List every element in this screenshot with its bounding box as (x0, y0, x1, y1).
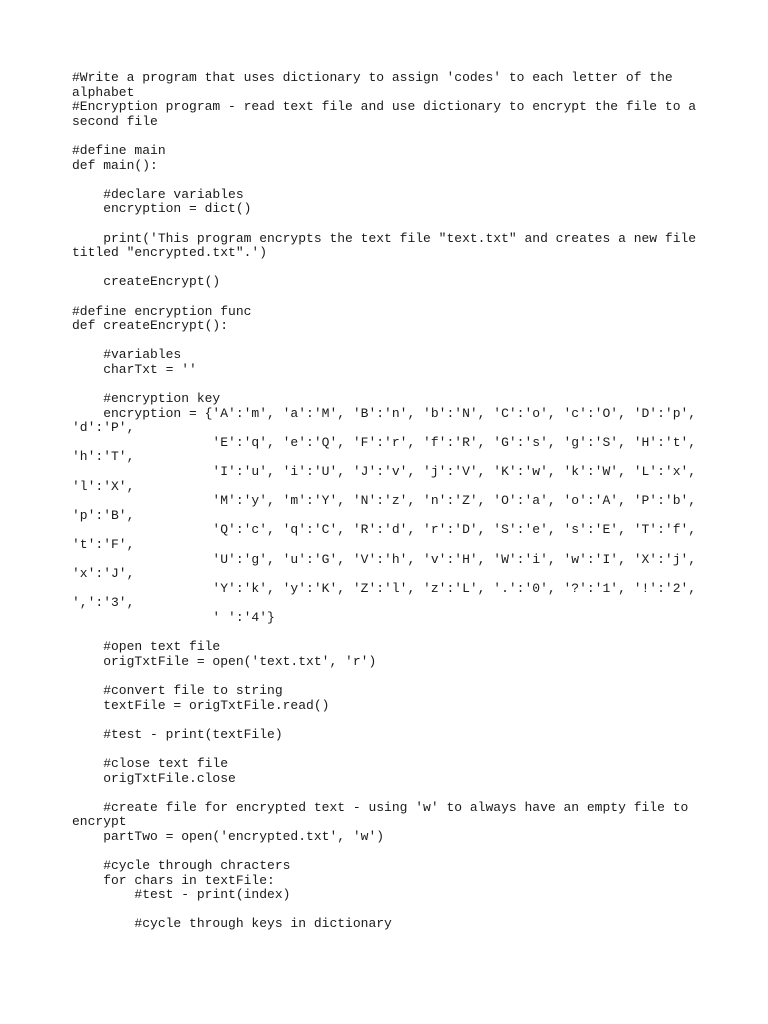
blank-line (72, 713, 682, 728)
code-line: 't':'F', (72, 537, 135, 552)
code-line: #test - print(textFile) (72, 726, 283, 742)
code-line: 'I':'u', 'i':'U', 'J':'v', 'j':'V', 'K':'w', 'k':'W', 'L':'x', (72, 464, 697, 480)
code-line: encryption = {'A':'m', 'a':'M', 'B':'n', 'b':'N', 'C':'o', 'c':'O', 'D':'p', (72, 405, 697, 421)
blank-line (72, 377, 682, 392)
code-line: charTxt = '' (72, 361, 197, 377)
code-line: #Encryption program - read text file and use dictionary to encrypt the file to a (72, 99, 697, 115)
code-line: 'Q':'c', 'q':'C', 'R':'d', 'r':'D', 'S':'e', 's':'E', 'T':'f', (72, 522, 697, 538)
code-line: #convert file to string (72, 682, 283, 698)
code-line: second file (72, 113, 158, 129)
code-line: 'l':'X', (72, 478, 135, 494)
code-line: #cycle through keys in dictionary (72, 916, 392, 932)
code-line: origTxtFile = open('text.txt', 'r') (72, 653, 377, 669)
code-line: #cycle through chracters (72, 858, 291, 874)
code-line: 'd':'P', (72, 420, 135, 436)
code-line: def main(): (72, 157, 158, 173)
code-line: #create file for encrypted text - using 'w' to always have an empty file to (72, 799, 689, 815)
blank-line (72, 626, 682, 641)
code-line: alphabet (72, 84, 135, 100)
blank-line (72, 261, 682, 276)
code-line: #encryption key (72, 391, 221, 407)
code-line: #test - print(index) (72, 887, 291, 903)
code-line: #define encryption func (72, 303, 252, 319)
code-line: createEncrypt() (72, 274, 221, 290)
blank-line (72, 903, 682, 918)
code-line: partTwo = open('encrypted.txt', 'w') (72, 828, 385, 844)
code-line: #declare variables (72, 186, 244, 202)
code-line: 'h':'T', (72, 449, 135, 465)
code-line: textFile = origTxtFile.read() (72, 697, 330, 713)
code-line: 'M':'y', 'm':'Y', 'N':'z', 'n':'Z', 'O':'a', 'o':'A', 'P':'b', (72, 493, 697, 509)
code-line: 'Y':'k', 'y':'K', 'Z':'l', 'z':'L', '.':'0', '?':'1', '!':'2', (72, 580, 697, 596)
blank-line (72, 844, 682, 859)
blank-line (72, 786, 682, 801)
code-line: 'U':'g', 'u':'G', 'V':'h', 'v':'H', 'W':'i', 'w':'I', 'X':'j', (72, 551, 697, 567)
code-block (72, 70, 697, 932)
code-line: #close text file (72, 755, 229, 771)
code-line: #Write a program that uses dictionary to assign 'codes' to each letter of the (72, 70, 673, 85)
code-line: #define main (72, 142, 166, 158)
blank-line (72, 217, 682, 232)
code-line: 'x':'J', (72, 566, 135, 582)
blank-line (72, 290, 682, 305)
code-line: def createEncrypt(): (72, 318, 229, 334)
code-line: 'p':'B', (72, 507, 135, 523)
code-line: for chars in textFile: (72, 872, 275, 888)
blank-line (72, 173, 682, 188)
blank-line (72, 129, 682, 144)
code-line: ',':'3', (72, 595, 135, 611)
blank-line (72, 334, 682, 349)
code-line: encrypt (72, 814, 127, 830)
code-line: encryption = dict() (72, 201, 252, 217)
code-line: 'E':'q', 'e':'Q', 'F':'r', 'f':'R', 'G':'s', 'g':'S', 'H':'t', (72, 434, 697, 450)
code-line: #open text file (72, 639, 221, 655)
code-line: #variables (72, 347, 182, 363)
blank-line (72, 669, 682, 684)
code-line: titled "encrypted.txt".') (72, 245, 268, 261)
code-line: origTxtFile.close (72, 770, 236, 786)
code-line: print('This program encrypts the text file "text.txt" and creates a new file (72, 230, 697, 246)
blank-line (72, 742, 682, 757)
document-page (72, 70, 697, 932)
code-line: ' ':'4'} (72, 609, 275, 625)
